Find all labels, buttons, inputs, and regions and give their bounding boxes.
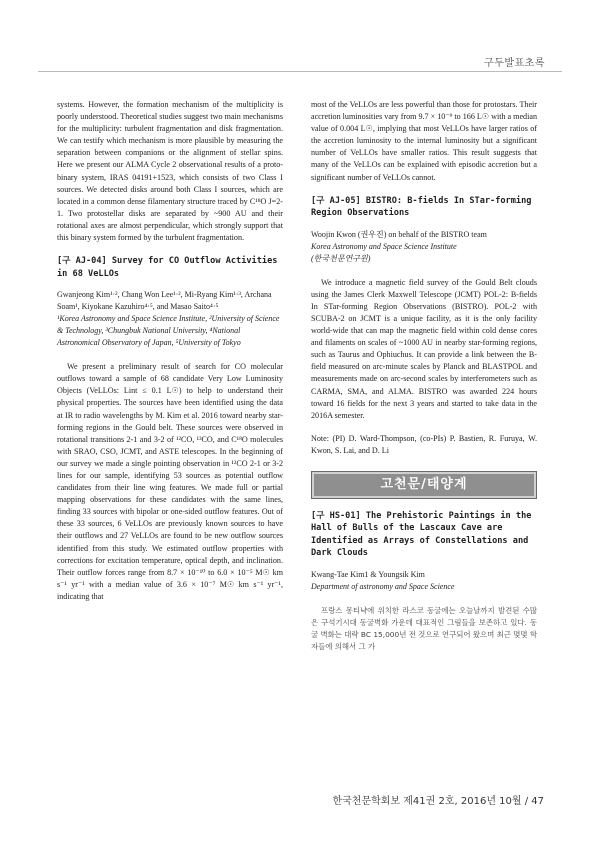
aj05-affiliation-ko: (한국천문연구원)	[311, 253, 371, 263]
section-banner	[311, 471, 537, 499]
aj04-affiliations: ¹Korea Astronomy and Space Science Institute, ²University of Science & Technology, ³Chungbuk National University, ⁴National Astronomical Observatory of Japan, ⁵University of Tokyo	[57, 314, 280, 348]
aj05-affiliation-en: Korea Astronomy and Space Science Institute	[311, 241, 457, 251]
left-column	[57, 99, 283, 603]
page-header-label: 구두발표초록	[484, 58, 545, 69]
aj05-note: Note: (PI) D. Ward-Thompson, (co-PIs) P. Bastien, R. Furuya, W. Kwon, S. Lai, and D. Li	[311, 433, 537, 455]
aj05-authors-block	[311, 229, 537, 265]
hs01-title: [구 HS-01] The Prehistoric Paintings in the Hall of Bulls of the Lascaux Cave are Identified as Arrays of Constellations and Dark Clouds	[311, 510, 532, 559]
aj04-authors: Gwanjeong Kim¹·², Chang Won Lee¹·², Mi-Ryang Kim¹·³, Archana Soam¹, Kiyokane Kazuhiro⁴·⁵, and Masao Saito⁴·⁵	[57, 290, 272, 312]
aj04-title: [구 AJ-04] Survey for CO Outflow Activities in 68 VeLLOs	[57, 256, 278, 279]
aj05-authors: Woojin Kwon (권우진) on behalf of the BISTRO team	[311, 229, 487, 239]
intro-paragraph: systems. However, the formation mechanism of the multiplicity is poorly understood. Theoretical studies suggest two main mechanisms for the multiplicity: turbulent fragmentation and disk fragmentation. We can testify which mechanism is more plausible by measuring the separation between companions or the alignment of stellar spins. Here we present our ALMA Cycle 2 observational results of a proto-binary system, IRAS 04191+1523, which consists of two Class I sources. We detected disks around both Class I sources, which are located in a common dense filamentary structure traced by C¹⁸O J=2-1. Two protostellar disks are separated by ~900 AU and their rotational axes are almost perpendicular, which strongly support that this binary system formed by the turbulent fragmentation.	[57, 100, 283, 243]
aj04-abstract: We present a preliminary result of search for CO molecular outflows toward a sample of 68 candidate Very Low Luminosity Objects (VeLLOs: Lint ≤ 0.1 L☉) to help to understand their physical properties. The sources have been identified using the data at IR to radio wavelengths by M. Kim et al. 2016 toward nearby star-forming regions in the Gould belt. These sources were observed in rotational transitions 2-1 and 3-2 of ¹²CO, ¹³CO, and C¹⁸O molecules with SRAO, CSO, JCMT, and ASTE telescopes. In the beginning of our survey we made a single pointing observation in ¹²CO 2-1 or 3-2 lines for our sample, identifying 53 sources as potential outflow candidates from their line wing features. We made full or partial mapping observations for these candidates with the same lines, finding 33 sources with bipolar or one-sided outflow features. Out of these 33 sources, 6 VeLLOs are previously known sources to have their outflows and 27 VeLLOs are found to be new outflow sources identified from this study. We estimated outflow properties with corrections for excitation temperature, optical depth, and inclination. Their outflow forces range from 8.7 × 10⁻¹⁰ to 6.0 × 10⁻⁵ M☉ km s⁻¹ yr⁻¹ with a median value of 3.6 × 10⁻⁷ M☉ km s⁻¹ yr⁻¹, indicating that	[57, 362, 283, 601]
aj05-title: [구 AJ-05] BISTRO: B-fields In STar-forming Region Observations	[311, 195, 532, 219]
hs01-affiliation: Department of astronomy and Space Science	[311, 581, 455, 591]
aj04-authors-block	[57, 289, 283, 349]
hs01-abstract: 프랑스 몽티냑에 위치한 라스코 동굴에는 오늘날까지 발견된 수많은 구석기시대 동굴벽화 가운데 대표적인 그림들을 보존하고 있다. 동굴 벽화는 대략 BC 15,000년 전 것으로 연구되어 왔으며 최근 몇몇 학자들에 의해서 그 가	[311, 605, 538, 652]
page-footer: 한국천문학회보 제41권 2호, 2016년 10월 / 47	[332, 796, 544, 807]
aj04-continuation: most of the VeLLOs are less powerful than those for protostars. Their accretion luminosities vary from 9.7 × 10⁻⁹ to 166 L☉ with a median value of 0.004 L☉, implying that most VeLLOs have larger ratios of the accretion luminosity to the internal luminosity but a significant number of VeLLOs have smaller ratios. This result suggests that many of the VeLLOs can be explained with episodic accretion but a significant number of VeLLOs cannot.	[311, 100, 537, 182]
header-divider	[38, 71, 562, 72]
right-column	[311, 99, 537, 653]
hs01-authors: Kwang-Tae Kim1 & Youngsik Kim	[311, 569, 425, 579]
section-banner-label: 고천문/태양계	[380, 476, 468, 492]
aj05-abstract: We introduce a magnetic field survey of the Gould Belt clouds using the James Clerk Maxwell Telescope (JCMT) POL-2: B-fields In STar-forming Region Observations (BISTRO). POL-2 with SCUBA-2 on JCMT is a unique facility, as it is the only facility world-wide that can map the magnetic field within cold dense cores and filaments on scales of ~1000 AU in nearby star-forming regions, such as Taurus and Ophiuchus. It can provide a link between the B-field measured on arc-minute scales by Planck and BLASTPOL and measurements made on arc-second scales by interferometers such as CARMA, SMA, and ALMA. BISTRO was awarded 224 hours toward 16 fields for the next 3 years and started to take data in the 2016A semester.	[311, 277, 537, 420]
hs01-authors-block	[311, 569, 537, 593]
